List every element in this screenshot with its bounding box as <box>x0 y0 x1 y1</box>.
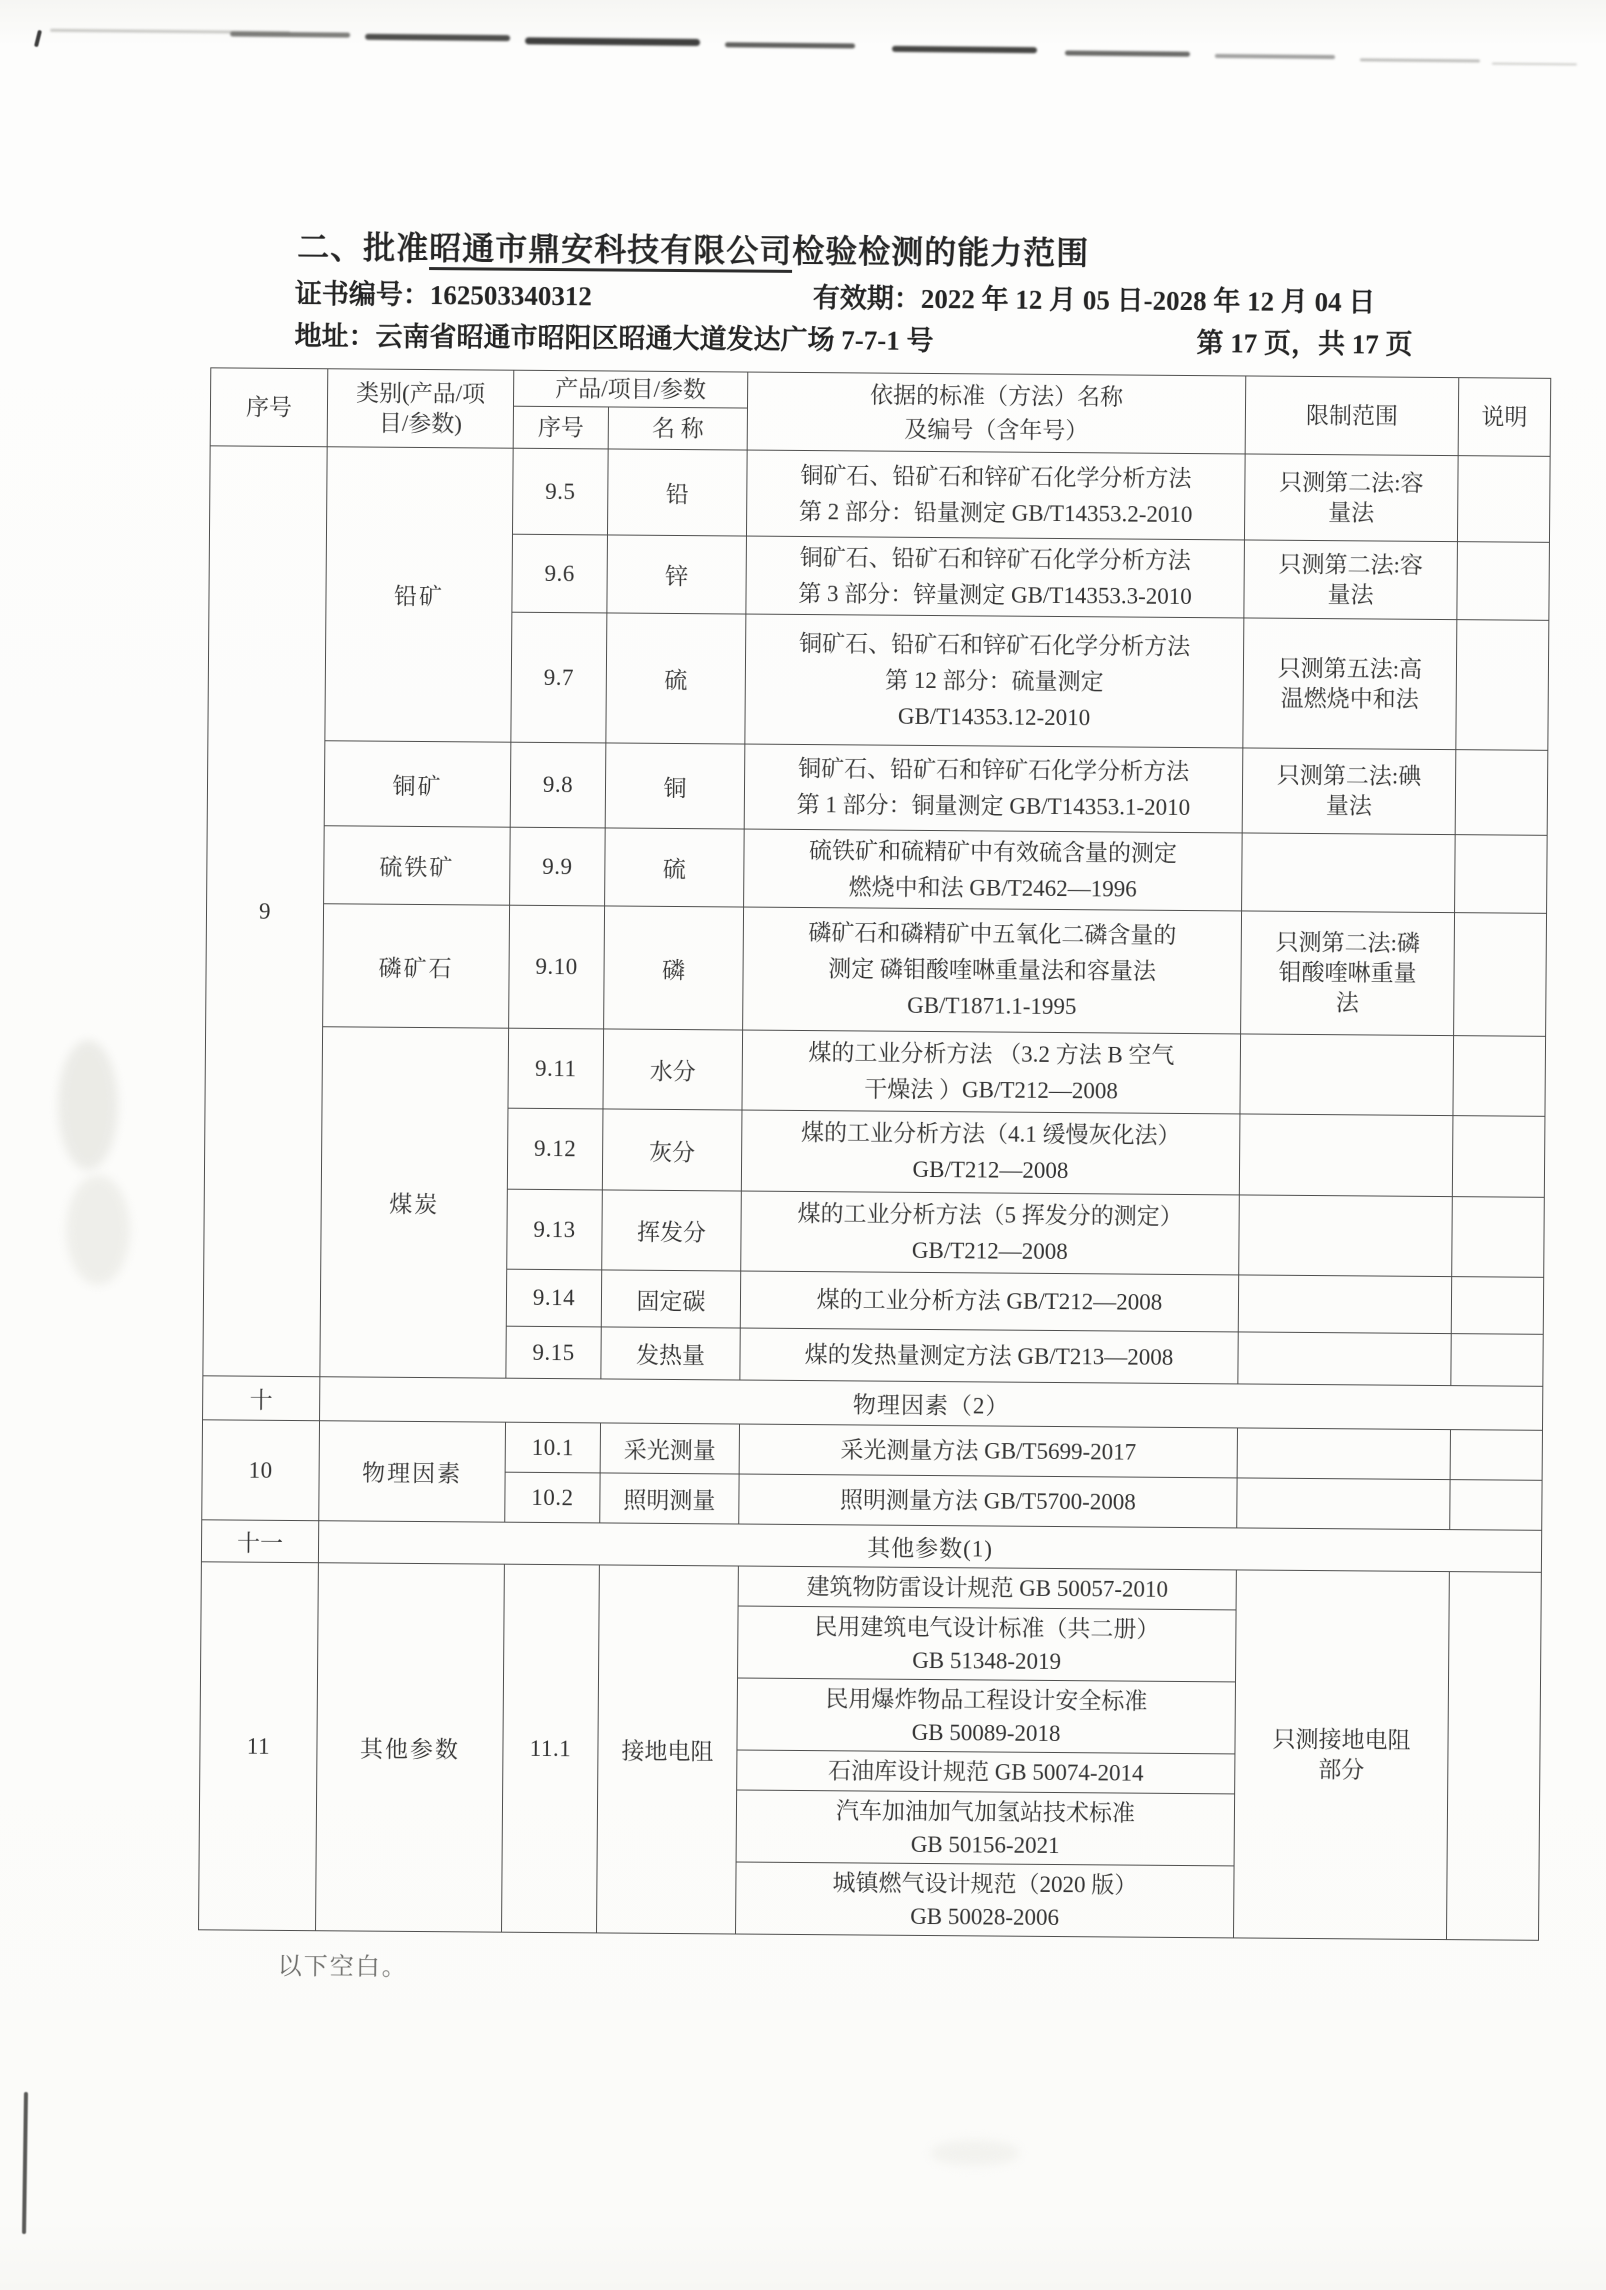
standard-cell: 煤的工业分析方法（5 挥发分的测定） GB/T212—2008 <box>741 1191 1240 1275</box>
header-col-standard: 依据的标准（方法）名称 及编号（含年号） <box>747 372 1246 454</box>
section-title-prefix: 二、批准 <box>297 229 430 267</box>
param-name-cell: 发热量 <box>601 1327 740 1380</box>
sub-no-cell: 9.8 <box>510 742 606 828</box>
standard-cell: 照明测量方法 GB/T5700-2008 <box>739 1474 1237 1528</box>
table-row <box>207 825 1548 914</box>
sub-no-cell: 9.12 <box>507 1108 603 1190</box>
note-cell <box>1452 1197 1545 1278</box>
param-name-cell: 灰分 <box>602 1109 742 1191</box>
param-name-cell: 磷 <box>604 906 744 1030</box>
sub-no-cell: 10.2 <box>505 1472 600 1523</box>
header-col-name: 名 称 <box>608 407 747 450</box>
standard-cell: 硫铁矿和硫精矿中有效硫含量的测定 燃烧中和法 GB/T2462—1996 <box>744 829 1243 911</box>
note-cell <box>1450 1480 1542 1531</box>
header-col-note: 说明 <box>1458 378 1551 457</box>
limit-cell: 只测第五法:高 温燃烧中和法 <box>1243 618 1457 750</box>
standard-cell: 煤的工业分析方法 GB/T212—2008 <box>740 1271 1238 1332</box>
param-name-cell: 挥发分 <box>602 1190 742 1271</box>
param-name-cell: 接地电阻 <box>597 1565 739 1934</box>
band-label-cell: 其他参数(1) <box>318 1521 1541 1573</box>
note-cell <box>1455 750 1548 836</box>
note-cell <box>1451 1277 1543 1335</box>
table-row <box>205 1026 1546 1117</box>
table-row <box>209 446 1550 543</box>
standard-cell: 建筑物防雷设计规范 GB 50057-2010 <box>738 1566 1236 1610</box>
sub-no-cell: 9.5 <box>512 448 608 535</box>
note-cell <box>1452 1116 1545 1198</box>
row-no-cell: 10 <box>202 1420 320 1521</box>
validity-value: 2022 年 12 月 05 日-2028 年 12 月 04 日 <box>920 283 1376 318</box>
standard-cell: 石油库设计规范 GB 50074-2014 <box>737 1750 1235 1794</box>
table-row <box>202 1420 1542 1481</box>
band-no-cell: 十 <box>203 1376 320 1421</box>
note-cell <box>1456 620 1549 751</box>
param-name-cell: 锌 <box>607 535 747 614</box>
capability-table <box>198 367 1551 1940</box>
header-col-product-group: 产品/项目/参数 <box>513 370 747 408</box>
sub-no-cell: 9.15 <box>506 1326 601 1379</box>
param-name-cell: 照明测量 <box>600 1473 739 1524</box>
address-label: 地址： <box>294 320 376 352</box>
limit-cell <box>1240 1034 1454 1116</box>
standard-cell: 煤的发热量测定方法 GB/T213—2008 <box>740 1328 1238 1384</box>
note-cell <box>1457 456 1550 543</box>
limit-cell <box>1239 1114 1453 1197</box>
sub-no-cell: 9.13 <box>507 1189 603 1270</box>
category-cell: 磷矿石 <box>323 904 510 1028</box>
standard-cell: 采光测量方法 GB/T5699-2017 <box>739 1424 1237 1478</box>
note-cell <box>1453 1036 1546 1117</box>
sub-no-cell: 9.9 <box>510 827 606 906</box>
category-cell: 煤炭 <box>320 1027 509 1378</box>
table-row <box>207 740 1548 836</box>
row-no-cell: 9 <box>203 446 327 1377</box>
category-cell: 其他参数 <box>316 1563 505 1932</box>
note-cell <box>1451 1334 1543 1387</box>
limit-cell <box>1237 1428 1450 1480</box>
below-blank-note: 以下空白。 <box>277 1953 408 1981</box>
validity-period <box>813 276 1376 319</box>
param-name-cell: 水分 <box>603 1029 743 1110</box>
header-col-category: 类别(产品/项 目/参数) <box>327 369 514 448</box>
note-cell <box>1454 913 1547 1037</box>
note-cell <box>1450 1430 1542 1481</box>
category-cell: 物理因素 <box>319 1421 506 1522</box>
table-header-row-1 <box>211 368 1551 415</box>
sub-no-cell: 10.1 <box>505 1422 600 1473</box>
row-no-cell: 11 <box>199 1562 319 1931</box>
standard-cell: 城镇燃气设计规范（2020 版） GB 50028-2006 <box>736 1862 1235 1938</box>
note-cell <box>1446 1572 1541 1941</box>
header-col-no: 序号 <box>210 368 328 447</box>
limit-cell <box>1238 1275 1451 1334</box>
page-indicator: 第 17 页，共 17 页 <box>1196 328 1413 360</box>
certificate-number-label: 证书编号： <box>294 278 430 311</box>
param-name-cell: 硫 <box>605 828 745 907</box>
company-name-underlined: 昭通市鼎安科技有限公司 <box>429 230 792 273</box>
param-name-cell: 采光测量 <box>600 1423 739 1474</box>
table-row <box>206 903 1547 1037</box>
limit-cell <box>1238 1332 1451 1386</box>
param-name-cell: 固定碳 <box>601 1270 740 1328</box>
band-label-cell: 物理因素（2） <box>320 1377 1543 1431</box>
certificate-number-value: 162503340312 <box>429 280 592 312</box>
section-title <box>297 222 1089 274</box>
sub-no-cell: 9.6 <box>512 534 608 613</box>
standard-cell: 煤的工业分析方法（4.1 缓慢灰化法） GB/T212—2008 <box>741 1110 1240 1195</box>
sub-no-cell: 9.7 <box>511 612 607 743</box>
standard-cell: 汽车加油加气加氢站技术标准 GB 50156-2021 <box>736 1790 1235 1866</box>
header-col-limit: 限制范围 <box>1245 376 1459 456</box>
limit-cell: 只测接地电阻 部分 <box>1233 1570 1449 1940</box>
note-cell <box>1455 835 1548 914</box>
limit-cell: 只测第二法:碘 量法 <box>1242 748 1456 835</box>
standard-cell: 铜矿石、铅矿石和锌矿石化学分析方法 第 3 部分：锌量测定 GB/T14353.3-2010 <box>746 536 1245 618</box>
param-name-cell: 铅 <box>607 449 747 536</box>
category-cell: 铜矿 <box>324 741 511 827</box>
note-cell <box>1457 542 1550 621</box>
limit-cell <box>1242 833 1456 913</box>
limit-cell <box>1239 1195 1453 1277</box>
sub-no-cell: 11.1 <box>502 1564 600 1933</box>
sub-no-cell: 9.14 <box>506 1269 601 1327</box>
standard-cell: 民用爆炸物品工程设计安全标准 GB 50089-2018 <box>737 1678 1236 1754</box>
limit-cell <box>1237 1478 1450 1530</box>
header-col-sub-no: 序号 <box>513 406 608 449</box>
param-name-cell: 铜 <box>605 743 745 829</box>
address-line <box>294 314 933 358</box>
standard-cell: 磷矿石和磷精矿中五氧化二磷含量的 测定 磷钼酸喹啉重量法和容量法 GB/T1871.1-1995 <box>743 907 1242 1034</box>
limit-cell: 只测第二法:磷 钼酸喹啉重量 法 <box>1241 911 1455 1036</box>
limit-cell: 只测第二法:容 量法 <box>1244 540 1458 620</box>
sub-no-cell: 9.10 <box>509 905 605 1029</box>
sub-no-cell: 9.11 <box>508 1028 604 1109</box>
standard-cell: 民用建筑电气设计标准（共二册） GB 51348-2019 <box>738 1606 1237 1682</box>
band-no-cell: 十一 <box>201 1520 318 1563</box>
standard-cell: 铜矿石、铅矿石和锌矿石化学分析方法 第 1 部分：铜量测定 GB/T14353.1-2010 <box>744 744 1243 833</box>
limit-cell: 只测第二法:容 量法 <box>1244 454 1458 542</box>
standard-cell: 煤的工业分析方法 （3.2 方法 B 空气 干燥法 ）GB/T212—2008 <box>742 1030 1241 1114</box>
validity-label: 有效期： <box>812 283 921 314</box>
address-value: 云南省昭通市昭阳区昭通大道发达广场 7-7-1 号 <box>375 321 934 357</box>
category-cell: 铅矿 <box>325 447 513 742</box>
category-cell: 硫铁矿 <box>324 826 511 905</box>
standard-cell: 铜矿石、铅矿石和锌矿石化学分析方法 第 2 部分：铅量测定 GB/T14353.2-2010 <box>746 450 1245 540</box>
certificate-number <box>295 272 592 313</box>
section-title-suffix: 检验检测的能力范围 <box>792 232 1090 272</box>
standard-cell: 铜矿石、铅矿石和锌矿石化学分析方法 第 12 部分：硫量测定 GB/T14353.12-2010 <box>745 614 1244 748</box>
param-name-cell: 硫 <box>606 613 746 744</box>
